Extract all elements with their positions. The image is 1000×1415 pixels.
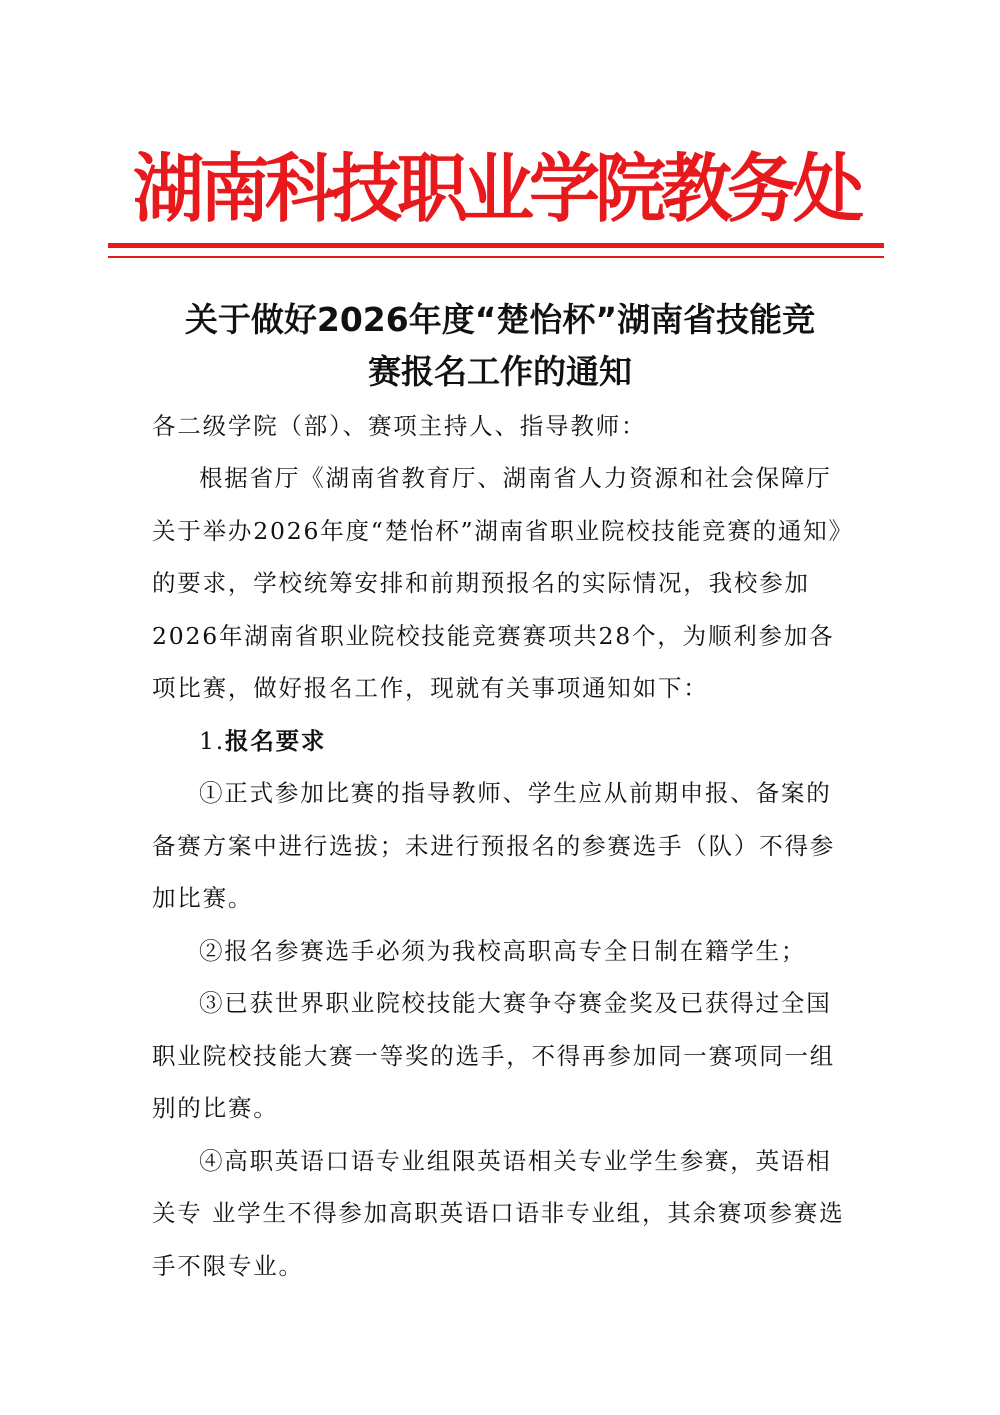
intro-paragraph: 根据省厅《湖南省教育厅、湖南省人力资源和社会保障厅关于举办2026年度“楚怡杯”湖南省职业院校技能竞赛的通知》的要求，学校统筹安排和前期预报名的实际情况，我校参加2026年湖南省职业院校技能竞赛赛项共28个，为顺利参加各项比赛，做好报名工作，现就有关事项通知如下：	[152, 464, 843, 702]
requirement-item-1: ①正式参加比赛的指导教师、学生应从前期申报、备案的备赛方案中进行选拔；未进行预报名的参赛选手（队）不得参加比赛。	[152, 779, 836, 912]
title-line-2: 赛报名工作的通知	[368, 352, 632, 391]
letterhead-org-name: 湖南科技职业学院教务处	[132, 143, 859, 233]
salutation: 各二级学院（部）、赛项主持人、指导教师：	[152, 412, 647, 440]
requirement-item-2: ②报名参赛选手必须为我校高职高专全日制在籍学生；	[199, 936, 807, 965]
document-title	[120, 294, 880, 398]
letterhead-rule-thin	[108, 256, 884, 258]
letterhead-rule-thick	[108, 243, 884, 248]
requirement-item-4: ④高职英语口语专业组限英语相关专业学生参赛，英语相关专 业学生不得参加高职英语口语非专业组，其余赛项参赛选手不限专业。	[152, 1146, 845, 1280]
title-line-1: 关于做好2026年度“楚怡杯”湖南省技能竞	[184, 300, 816, 339]
section-label: 报名要求	[225, 726, 327, 755]
section-number: 1.	[199, 726, 226, 755]
section-heading	[152, 715, 852, 768]
document-body	[152, 400, 852, 1292]
requirement-item-3: ③已获世界职业院校技能大赛争夺赛金奖及已获得过全国职业院校技能大赛一等奖的选手，不得再参加同一赛项同一组别的比赛。	[152, 989, 836, 1122]
